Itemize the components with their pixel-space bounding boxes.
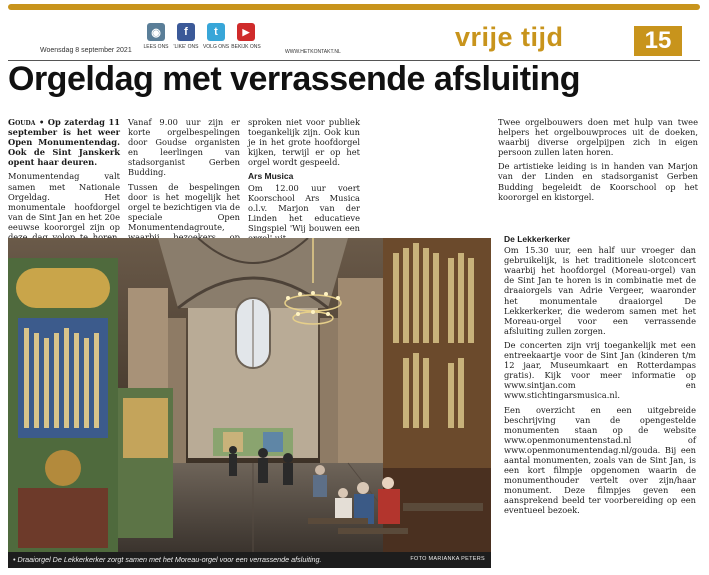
church-interior-photo — [8, 238, 491, 553]
paragraph: sproken niet voor publiek toegankelijk zijn. Ook kun je in het grote hoofdorgel kijken, terwijl er op het orgel wordt gespeeld. — [248, 117, 360, 168]
article-column-4-continued — [504, 230, 696, 520]
social-read[interactable] — [144, 23, 168, 56]
paragraph: Twee orgelbouwers doen met hulp van twee helpers het orgelbouwproces uit de doeken, waarbij diverse orgelpijpen zich in eigen persoon zullen laten horen. — [498, 117, 698, 158]
subheading: Ars Musica — [248, 171, 294, 182]
article-lead — [8, 117, 120, 167]
lead-text: • Op zaterdag 11 september is het weer Open Monumentendag. Ook de Sint Janskerk opent haar deuren. — [8, 117, 120, 168]
subheading: De Lekkerkerker — [504, 234, 571, 244]
social-label: 'LIKE' ONS — [173, 44, 199, 50]
youtube-icon: ▶ — [237, 23, 255, 41]
dateline-city: Gouda — [8, 117, 36, 127]
social-label: VOLG ONS — [202, 44, 230, 50]
social-label: BEKIJK ONS — [231, 44, 261, 50]
paragraph: De concerten zijn vrij toegankelijk met een entreekaartje voor de Sint Jan (kinderen t/m 12 jaar, Museumkaart en Rotterdampas gratis). Kijk voor meer informatie op www.sintjan.com en www.stichtingarsmusica.nl. — [504, 339, 696, 401]
globe-icon: ◉ — [147, 23, 165, 41]
article-headline: Orgeldag met verrassende afsluiting — [8, 60, 581, 98]
paragraph: Vanaf 9.00 uur zijn er korte orgelbespelingen door Goudse organisten en leerlingen van stadsorganist Gerben Budding. — [128, 117, 240, 178]
paragraph: De artistieke leiding is in handen van Marjon van der Linden en stadsorganist Gerben Budding begeleidt de Koorschool op het koororgel en kistorgel. — [498, 161, 698, 202]
social-links — [143, 23, 261, 56]
social-facebook[interactable] — [174, 23, 198, 56]
paragraph: Om 15.30 uur, een half uur vroeger dan gebruikelijk, is het traditionele slotconcert waarbij het hoofdorgel (Moreau-orgel) van de Sint Jan te horen is in combinatie met de draaiorgels van Adrie Vergeer, waaronder het monumentale draaiorgel De Lekkerkerker, die wederom samen met het Moreau-orgel voor een verrassende afsluiting zullen zorgen. — [504, 245, 696, 336]
section-title: vrije tijd — [455, 22, 564, 52]
social-youtube[interactable] — [231, 23, 261, 56]
page-number: 15 — [634, 26, 682, 56]
social-twitter[interactable] — [204, 23, 228, 56]
article-column-3 — [248, 117, 360, 247]
photo-caption-bar — [8, 552, 491, 568]
article-column-4 — [498, 117, 698, 206]
social-label: LEES ONS — [143, 44, 169, 50]
twitter-icon: t — [207, 23, 225, 41]
website-link[interactable]: WWW.HETKONTAKT.NL — [285, 49, 341, 55]
paragraph: Tussen de bespelingen door is het mogelijk het orgel te bezichtigen via de speciale Open Monumentendagroute, — [128, 181, 240, 232]
paragraph: Monumentendag valt samen met Nationale Orgeldag. Het monumentale hoofdorgel van de Sint Jan en het 20e eeuwse koororgel zijn op — [8, 171, 120, 232]
issue-date: Woensdag 8 september 2021 — [40, 47, 132, 54]
facebook-icon: f — [177, 23, 195, 41]
photo-credit: FOTO MARIANKA PETERS — [410, 556, 485, 562]
paragraph: Een overzicht en een uitgebreide beschrijving van de opengestelde monumenten staan op de website www.openmonumentenstad.nl of www.openmonumentendag.nl/gouda. Bij een aantal monumenten, zoals van de Sint Jan, is een kort filmpje opgenomen waarin de monumenthouder vertelt over zijn/haar monument. Deze filmpjes geven een aansprekend beeld ter voorbereiding op een eventueel bezoek. — [504, 404, 696, 516]
header-accent-strip — [8, 4, 700, 10]
paragraph: Om 12.00 uur voert Koorschool Ars Musica o.l.v. Marjon van der Linden het educatieve Singspiel 'Wij bouwen een — [248, 182, 360, 233]
photo-caption: • Draaiorgel De Lekkerkerker zorgt samen met het Moreau-orgel voor een verrassende afsluiting. — [13, 555, 322, 564]
